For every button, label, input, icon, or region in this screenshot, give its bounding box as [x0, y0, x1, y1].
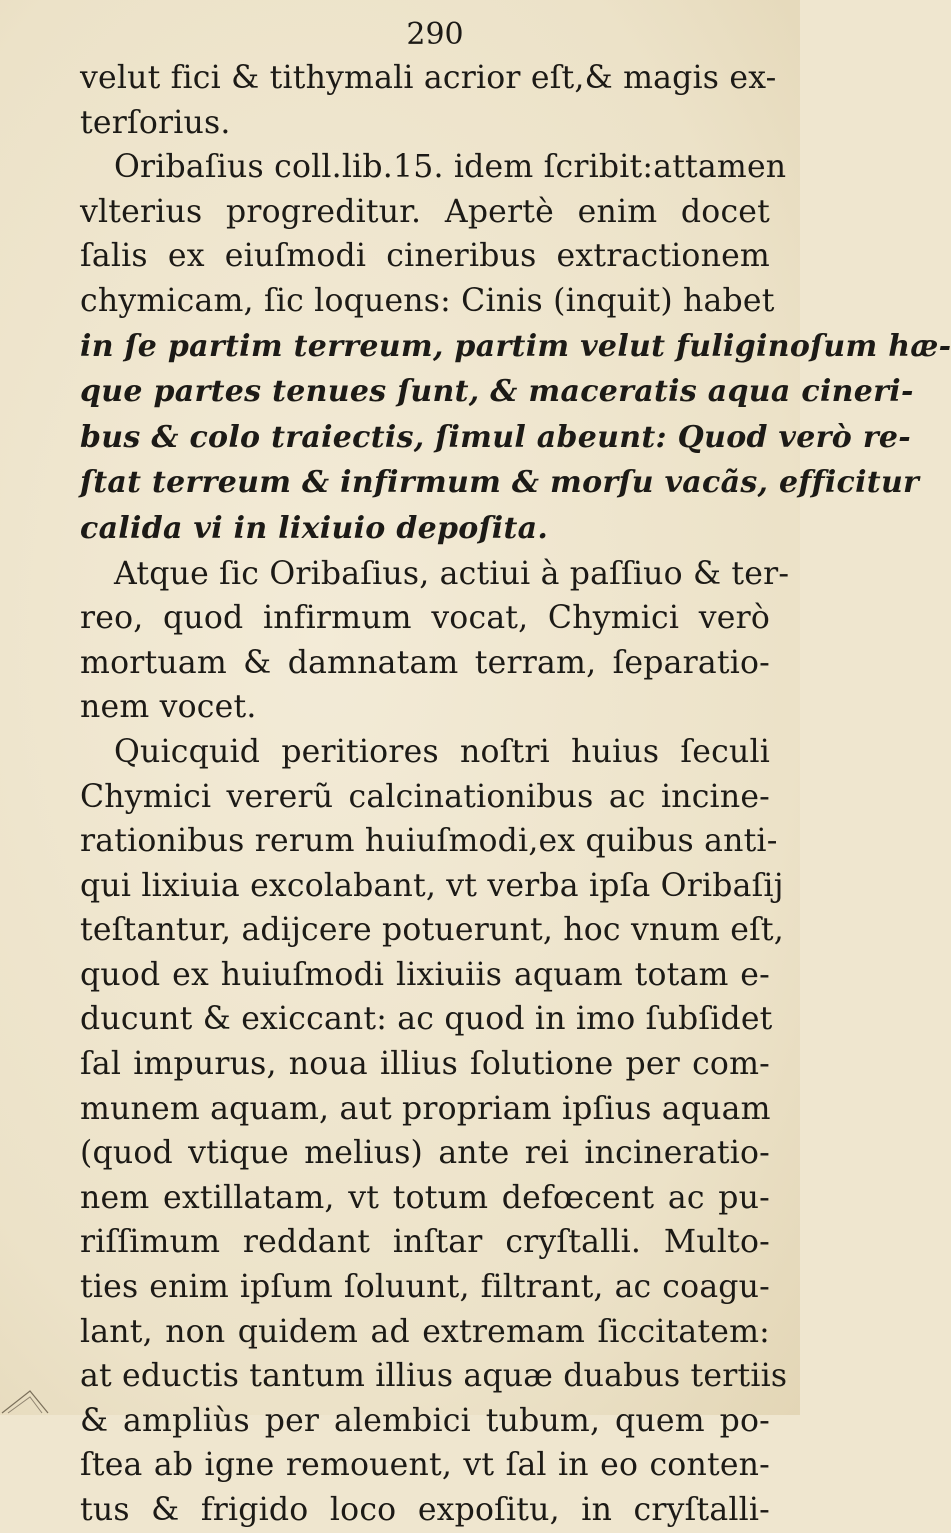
page-number: 290 — [406, 17, 464, 52]
text-line: quod ex huiuſmodi lixiuiis aquam totam e- — [80, 956, 770, 993]
page-corner-mark — [0, 1385, 70, 1415]
text-line: nem vocet. — [80, 689, 257, 726]
text-line: at eductis tantum illius aquæ duabus tertiis — [80, 1358, 788, 1395]
italic-quote-text: ſtat terreum & infirmum & morſu vacãs, efficitur — [80, 465, 920, 501]
text-line: teſtantur, adijcere potuerunt, hoc vnum eſt, — [80, 912, 784, 949]
italic-quote-text: calida vi in lixiuio depoſita. — [80, 510, 549, 546]
text-line: reo, quod infirmum vocat, Chymici verò — [80, 600, 770, 637]
text-line: vlterius progreditur. Apertè enim docet — [80, 193, 770, 230]
text-line: ducunt & exiccant: ac quod in imo ſubſidet — [80, 1001, 773, 1038]
text-line: nem extillatam, vt totum defœcent ac pu- — [80, 1179, 770, 1216]
text-block — [80, 56, 951, 1533]
text-line: Atque ſic Oribaſius, actiui à paſſiuo & ter- — [114, 555, 790, 592]
text-line — [80, 324, 951, 370]
text-line: tus & frigido loco expoſitu, in cryſtalli- — [80, 1492, 770, 1528]
text-line: qui lixiuia excolabant, vt verba ipſa Oribaſij — [80, 867, 784, 904]
text-line: lant, non quidem ad extremam ſiccitatem: — [80, 1313, 770, 1350]
text-line: Oribaſius coll.lib.15. idem ſcribit:attamen — [114, 149, 787, 186]
text-line: ſal impurus, noua illius ſolutione per com- — [80, 1046, 770, 1083]
text-line — [80, 460, 920, 506]
text-line: ties enim ipſum ſoluunt, filtrant, ac coagu- — [80, 1269, 770, 1306]
text-line: ſalis ex eiuſmodi cineribus extractionem — [80, 238, 770, 275]
text-line: terſorius. — [80, 104, 231, 141]
text-line: ſtea ab igne remouent, vt ſal in eo conten- — [80, 1447, 770, 1484]
text-line — [80, 415, 912, 461]
text-line: munem aquam, aut propriam ipſius aquam — [80, 1090, 771, 1127]
text-line — [80, 506, 770, 552]
text-line: mortuam & damnatam terram, ſeparatio- — [80, 644, 770, 681]
text-line: rationibus rerum huiuſmodi,ex quibus anti- — [80, 823, 778, 860]
text-line: Chymici vererũ calcinationibus ac incine- — [80, 778, 770, 815]
text-line: chymicam, ſic loquens: Cinis (inquit) habet — [80, 282, 775, 319]
text-line: riſſimum reddant inſtar cryſtalli. Multo- — [80, 1224, 770, 1261]
italic-quote-text: bus & colo traiectis, ſimul abeunt: Quod verò re- — [80, 419, 912, 455]
text-line — [80, 369, 914, 415]
text-line: (quod vtique melius) ante rei incineratio- — [80, 1135, 770, 1172]
italic-quote-text: que partes tenues ſunt, & maceratis aqua cineri- — [80, 374, 914, 410]
italic-quote-text: in ſe partim terreum, partim velut fuliginoſum hæ- — [80, 328, 951, 364]
text-line: & ampliùs per alembici tubum, quem po- — [80, 1402, 770, 1439]
text-line: Quicquid peritiores noſtri huius ſeculi — [114, 733, 770, 770]
text-line: velut fici & tithymali acrior eſt,& magis ex- — [80, 60, 777, 96]
